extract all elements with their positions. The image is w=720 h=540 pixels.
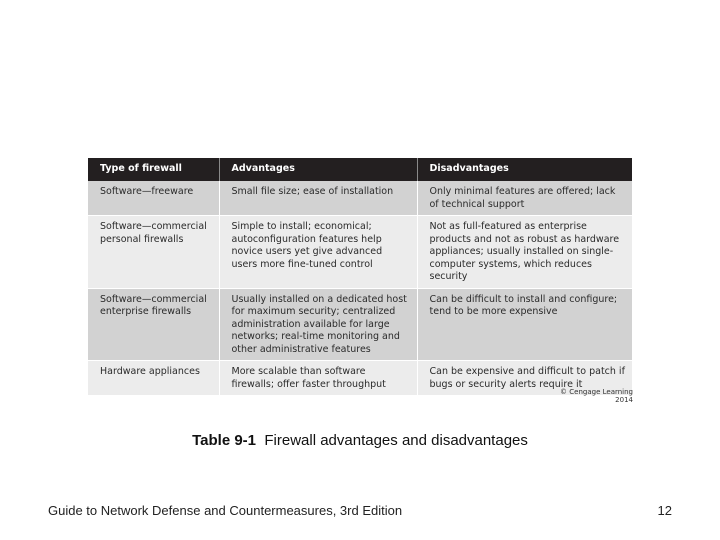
- page-number: 12: [657, 503, 672, 518]
- table-row: [88, 181, 632, 216]
- cell-firewall-type: Hardware appliances: [88, 361, 219, 396]
- footer-book-title: Guide to Network Defense and Countermeasures, 3rd Edition: [48, 503, 403, 518]
- table-row: [88, 288, 632, 361]
- cell-advantages: More scalable than software firewalls; offer faster throughput: [219, 361, 417, 396]
- cell-advantages: Simple to install; economical; autoconfiguration features help novice users yet give advanced users more fine-tuned control: [219, 216, 417, 289]
- cell-firewall-type: Software—commercial personal firewalls: [88, 216, 219, 289]
- table-caption: [0, 432, 720, 449]
- header-advantages: Advantages: [219, 158, 417, 181]
- cell-advantages: Small file size; ease of installation: [219, 181, 417, 216]
- cell-firewall-type: Software—commercial enterprise firewalls: [88, 288, 219, 361]
- caption-label: Table 9-1: [192, 432, 257, 449]
- cell-disadvantages: Not as full-featured as enterprise products and not as robust as hardware appliances; usually installed on single-computer systems, which reduces security: [417, 216, 632, 289]
- table-header-row: [88, 158, 632, 181]
- firewall-comparison-table: [88, 158, 632, 396]
- header-disadvantages: Disadvantages: [417, 158, 632, 181]
- cell-disadvantages: Can be expensive and difficult to patch if bugs or security alerts require it: [417, 361, 632, 396]
- cell-disadvantages: Can be difficult to install and configure; tend to be more expensive: [417, 288, 632, 361]
- table-row: [88, 216, 632, 289]
- cell-disadvantages: Only minimal features are offered; lack of technical support: [417, 181, 632, 216]
- caption-text: Firewall advantages and disadvantages: [264, 432, 528, 449]
- header-type-of-firewall: Type of firewall: [88, 158, 219, 181]
- cell-firewall-type: Software—freeware: [88, 181, 219, 216]
- cell-advantages: Usually installed on a dedicated host for maximum security; centralized administration available for large networks; real-time monitoring and other administrative features: [219, 288, 417, 361]
- copyright-credit: © Cengage Learning 2014: [560, 388, 633, 404]
